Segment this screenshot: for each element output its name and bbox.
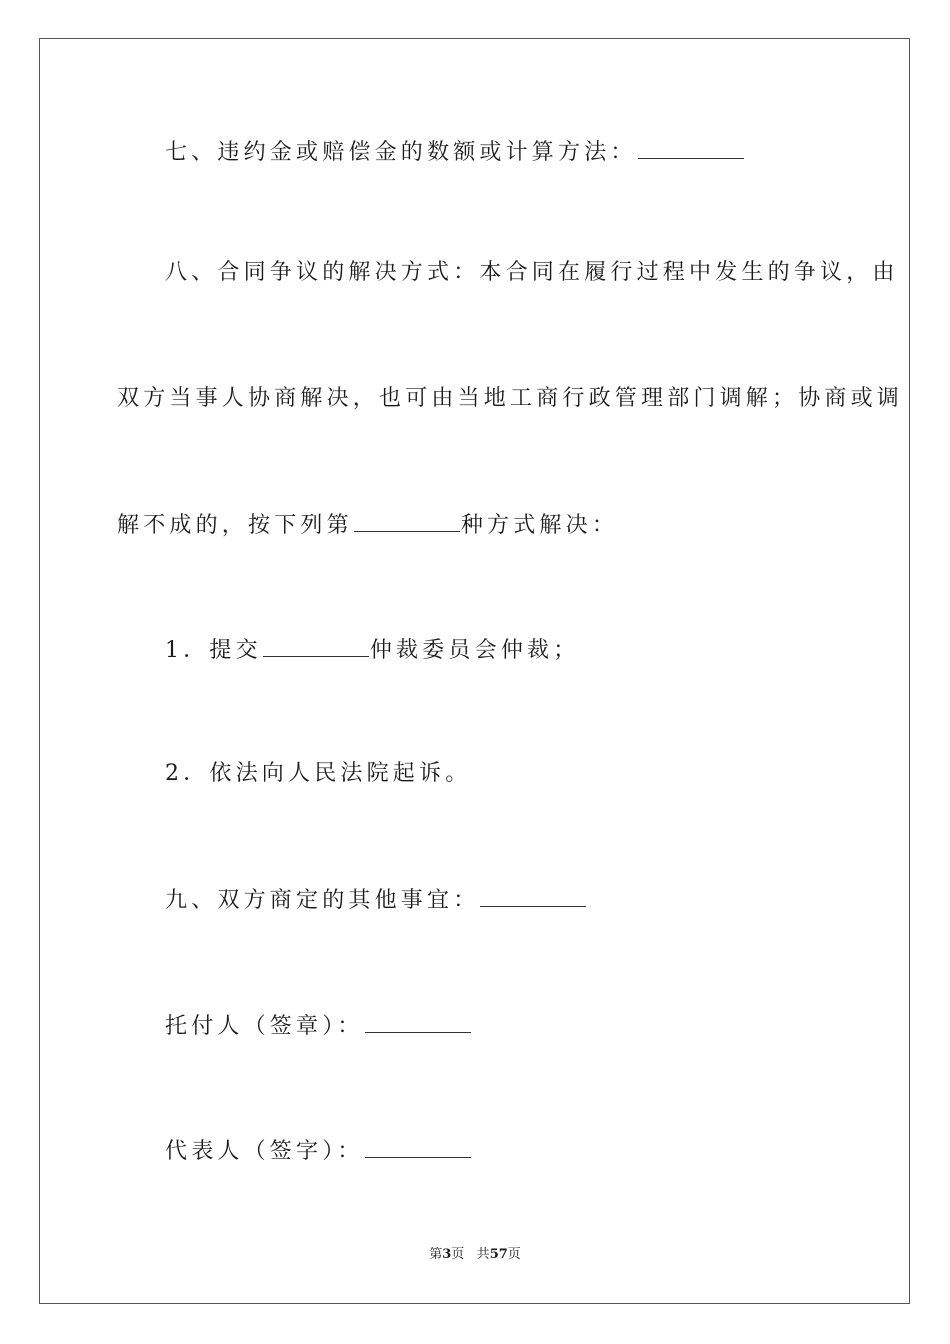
option-2 [165,759,471,789]
blank-field-penalty [638,136,744,159]
signature-consignor [165,1010,472,1042]
footer-page-suffix: 页 [451,1247,465,1262]
clause-9 [165,884,587,916]
clause-8-line-1 [165,258,899,288]
option-1 [165,634,579,666]
clause-7-text: 七、违约金或赔偿金的数额或计算方法： [165,140,637,165]
option-2-text: 2．依法向人民法院起诉。 [165,761,472,786]
footer-total-suffix: 页 [507,1247,521,1262]
signature-representative-label: 代表人（签字）： [165,1139,364,1164]
clause-8-line-2 [117,384,903,414]
clause-8-text-3b: 种方式解决： [460,513,619,538]
footer-page-prefix: 第 [429,1247,443,1262]
option-1-text-a: 1．提交 [165,638,262,663]
signature-representative [165,1135,472,1167]
footer-page-number: 3 [442,1247,452,1262]
clause-7 [165,136,745,168]
blank-field-consignor-seal [365,1010,471,1033]
option-1-text-b: 仲裁委员会仲裁； [369,638,580,663]
footer-total-prefix: 共 [476,1247,490,1262]
blank-field-arbitration-committee [263,634,369,657]
clause-8-text-2: 双方当事人协商解决，也可由当地工商行政管理部门调解；协商或调 [117,386,904,411]
page-footer [0,1246,950,1264]
blank-field-method-number [354,509,460,532]
blank-field-representative-signature [365,1135,471,1158]
clause-8-text-3a: 解不成的，按下列第 [117,513,353,538]
page-border [39,38,910,1304]
clause-9-text: 九、双方商定的其他事宜： [165,888,480,913]
blank-field-other-matters [480,884,586,907]
clause-8-line-3 [117,509,618,541]
clause-8-text-1: 八、合同争议的解决方式：本合同在履行过程中发生的争议，由 [165,260,899,285]
signature-consignor-label: 托付人（签章）： [165,1014,364,1039]
footer-total-pages: 57 [489,1247,508,1262]
